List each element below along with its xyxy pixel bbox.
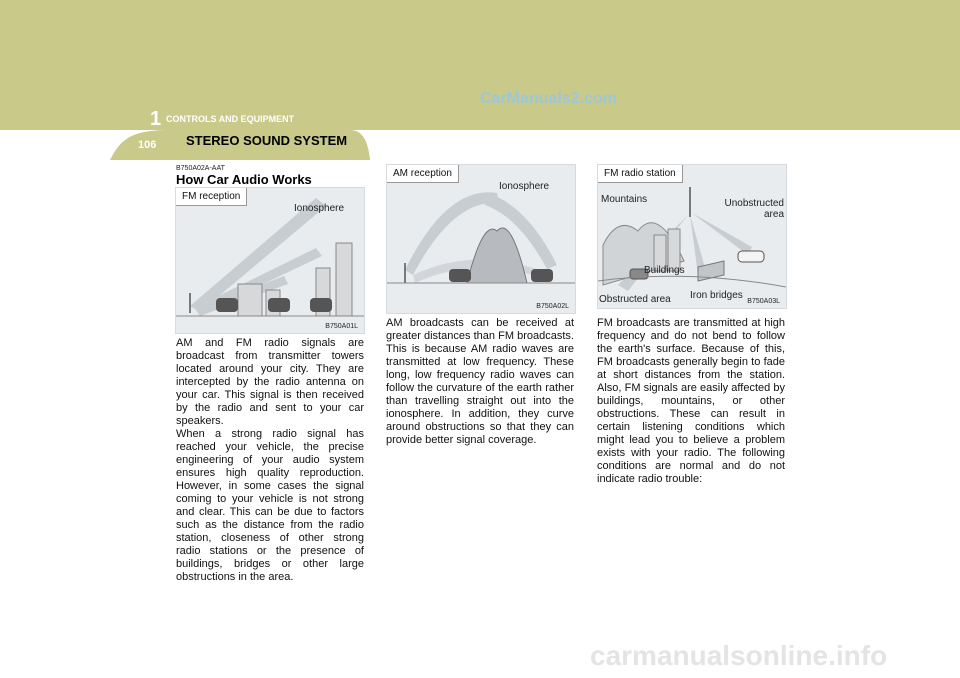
unobstructed-label: Unobstructed area (724, 198, 784, 220)
figure-code: B750A03L (747, 298, 780, 305)
col1-body (176, 337, 364, 584)
figure-label: FM radio station (598, 165, 683, 183)
ionosphere-label: Ionosphere (294, 203, 345, 214)
am-reception-figure (386, 164, 576, 314)
chapter-number: 1 (150, 108, 162, 130)
section-heading: How Car Audio Works (176, 172, 312, 187)
page-number: 106 (138, 139, 157, 151)
iron-bridges-label: Iron bridges (690, 290, 743, 301)
col2-body (386, 317, 574, 447)
obstructed-label: Obstructed area (599, 294, 671, 305)
col2-paragraph-1: AM broadcasts can be received at greater distances than FM broadcasts. This is because AM radio waves are transmitted at low frequency. These long, low frequency radio waves can follow the curvature of the earth rather than travelling straight out into the ionosphere. In addition, they curve around obstructions so that they can provide better signal coverage. (386, 317, 574, 446)
col3-body (597, 317, 785, 486)
figure-label: AM reception (387, 165, 459, 183)
col3-paragraph-1: FM broadcasts are transmitted at high frequency and do not bend to follow the earth's surface. Because of this, FM broadcasts generally begin to fade at short distances from the station. Also, FM signals are easily affected by buildings, mountains, or other obstructions. These can result in certain listening conditions which might lead you to believe a problem exists with your radio. The following conditions are normal and do not indicate radio trouble: (597, 317, 785, 485)
footer-watermark[interactable]: carmanualsonline.info (590, 640, 888, 671)
chapter-title: CONTROLS AND EQUIPMENT (166, 114, 295, 124)
figure-label: FM reception (176, 188, 247, 206)
top-watermark[interactable]: CarManuals2.com (480, 90, 617, 107)
figure-code: B750A02L (536, 303, 569, 310)
col1-paragraph-2: When a strong radio signal has reached your vehicle, the precise engineering of your audio system ensures high quality reproduction. However, in some cases the signal coming to your vehicle is not strong and clear. This can be due to factors such as the distance from the radio station, closeness of other strong radio stations or the presence of buildings, bridges or other large obstructions in the area. (176, 428, 364, 583)
fm-station-illustration (598, 165, 786, 308)
fm-reception-figure (175, 187, 365, 334)
buildings-label: Buildings (644, 265, 685, 276)
section-title: STEREO SOUND SYSTEM (186, 133, 348, 148)
mountains-label: Mountains (601, 194, 648, 205)
header-band (0, 0, 960, 130)
section-code: B750A02A-AAT (176, 165, 225, 172)
fm-radio-station-figure (597, 164, 787, 309)
ionosphere-label: Ionosphere (499, 181, 550, 192)
col1-paragraph-1: AM and FM radio signals are broadcast from transmitter towers located around your city. They are intercepted by the radio antenna on your car. This signal is then received by the radio and sent to your car speakers. (176, 337, 364, 427)
figure-code: B750A01L (325, 323, 358, 330)
